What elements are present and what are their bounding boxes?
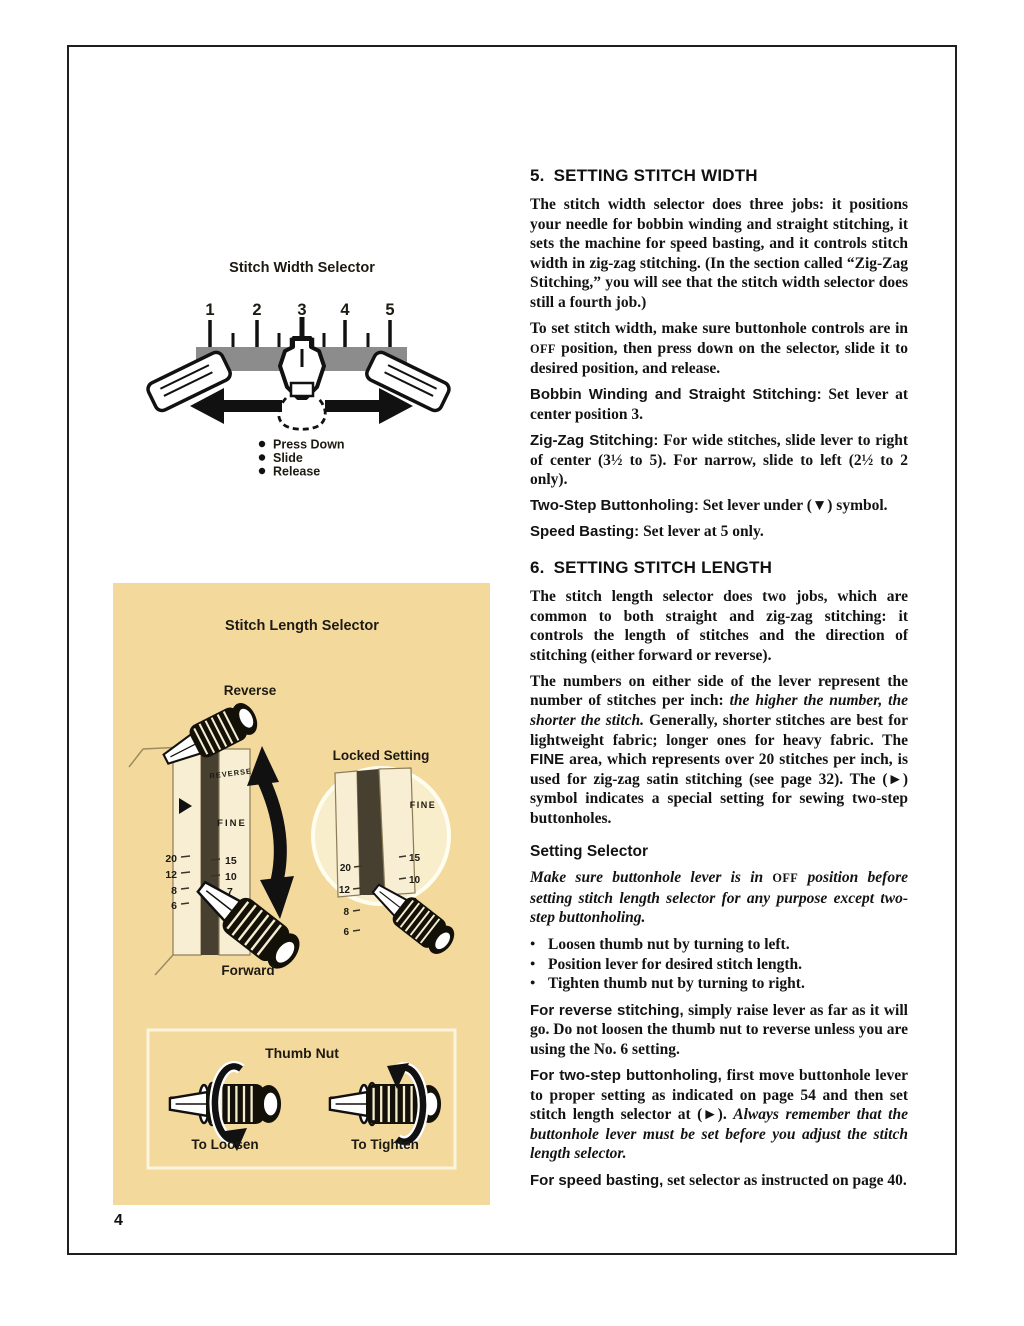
width-lever [279, 339, 326, 429]
lever-pressed-outline [279, 398, 326, 429]
section-5-title: SETTING STITCH WIDTH [553, 166, 758, 185]
body-text: set selector as instructed on page 40. [663, 1171, 907, 1189]
scale-8: 8 [171, 885, 177, 897]
inline-label: Speed Basting: [530, 523, 640, 541]
locked-scale-20: 20 [339, 863, 351, 874]
bullet-icon: ● [530, 977, 536, 988]
section-6-number: 6. [530, 558, 545, 577]
locked-scale-15: 15 [409, 853, 421, 864]
paragraph [530, 319, 908, 379]
section-5-heading [530, 165, 908, 186]
body-text: Generally, shorter stitches are best for lightweight fabric; longer ones for heavy fabric. The [530, 712, 908, 749]
scale-number-2: 2 [252, 301, 262, 319]
locked-scale-12: 12 [338, 885, 350, 896]
list-item-text: Position lever for desired stitch length. [548, 955, 803, 973]
width-diagram-title: Stitch Width Selector [229, 260, 375, 276]
inline-label: Zig-Zag Stitching: [530, 432, 659, 450]
stitch-length-diagram [113, 583, 490, 1205]
section-5-number: 5. [530, 166, 545, 185]
stitch-width-selector-diagram [140, 254, 470, 494]
body-text: To set stitch width, make sure buttonhole controls are in [530, 320, 908, 338]
to-tighten-label: To Tighten [351, 1137, 419, 1152]
note-paragraph [530, 868, 908, 928]
width-scale-numbers [205, 301, 394, 319]
paragraph [530, 431, 908, 490]
to-loosen-label: To Loosen [191, 1137, 259, 1152]
body-text: Set lever at 5 only. [639, 523, 764, 541]
scale-number-1: 1 [205, 301, 215, 319]
inline-label: Bobbin Winding and Straight Stitching: [530, 386, 822, 404]
paragraph [530, 496, 908, 516]
inline-label-fine: FINE [530, 751, 565, 769]
inline-label: For reverse stitching, [530, 1001, 684, 1019]
step-release: Release [273, 464, 321, 479]
body-text: For wide stitches, slide lever to right of center (3½ to 5). For narrow, slide to left (2½ to 2 only). [530, 432, 908, 489]
italic-text: Always remember that the buttonhole lever must be set before you adjust the stitch length selector. [530, 1106, 908, 1163]
thumb-nut-title: Thumb Nut [265, 1045, 339, 1061]
scale-20: 20 [165, 853, 177, 865]
small-caps-off: OFF [772, 871, 799, 886]
scale-10: 10 [225, 871, 237, 883]
stitch-length-panel [113, 583, 490, 1205]
paragraph [530, 385, 908, 424]
reverse-forward-arrow-icon [247, 746, 294, 919]
reverse-label: Reverse [223, 683, 277, 698]
italic-text: position before setting stitch length selector for any purpose except two-step buttonholing. [530, 869, 908, 927]
plate-fine-label: FINE [217, 818, 247, 829]
step-press-down: Press Down [273, 437, 345, 452]
body-text: Set lever under (▼) symbol. [698, 497, 888, 515]
paragraph [530, 522, 908, 542]
italic-text: Make sure buttonhole lever is in [530, 869, 773, 887]
locked-fine-label: FINE [409, 800, 437, 810]
locked-scale-6: 6 [343, 927, 349, 938]
locked-scale-10: 10 [409, 875, 421, 886]
body-text: simply raise lever as far as it will go. Do not loosen the thumb nut to reverse unless you are using the No. 6 setting. [530, 1001, 908, 1058]
scale-number-5: 5 [385, 301, 395, 319]
setting-selector-subheading: Setting Selector [530, 842, 648, 860]
inline-label: For speed basting, [530, 1171, 664, 1189]
scale-7: 7 [227, 886, 233, 898]
locked-scale-8: 8 [343, 907, 349, 918]
scale-number-4: 4 [340, 301, 350, 319]
inline-label: For two-step buttonholing, [530, 1067, 722, 1085]
paragraph [530, 195, 908, 313]
section-6-heading [530, 557, 908, 578]
step-slide: Slide [273, 451, 303, 465]
body-text: The stitch width selector does three jobs: it positions your needle for bobbin winding and straight stitching, it sets the machine for speed basting, and it controls stitch width in zig-zag stitching. (In the section called “Zig-Zag Stitching,” you will see that the stitch width selector does still a fourth job.) [530, 196, 908, 311]
body-text: The stitch length selector does two jobs, which are common to both straight and zig-zag stitching: it controls the length of stitches and the direction of stitching (either forward or reverse). [530, 588, 908, 664]
section-6-title: SETTING STITCH LENGTH [553, 558, 773, 577]
forward-label: Forward [221, 963, 275, 978]
scale-15: 15 [225, 855, 237, 867]
scale-6: 6 [171, 900, 177, 912]
text-column [530, 165, 908, 1197]
list-item [530, 974, 908, 994]
list-item [530, 935, 908, 955]
paragraph [530, 1001, 908, 1060]
bullet-icon: ● [530, 938, 536, 948]
list-item-text: Tighten thumb nut by turning to right. [548, 975, 805, 993]
thumb-nut-tighten-figure [330, 1063, 441, 1142]
paragraph [530, 672, 908, 829]
paragraph [530, 587, 908, 665]
locked-setting-inset [313, 768, 460, 959]
plate-reverse-label: REVERSE [208, 766, 253, 781]
bullet-icon: ● [530, 957, 536, 968]
width-steps-list [259, 438, 345, 479]
scale-number-3: 3 [297, 301, 307, 319]
list-item-text: Loosen thumb nut by turning to left. [548, 936, 790, 953]
inline-label: Two-Step Buttonholing: [530, 497, 699, 515]
italic-text: the higher the number, the shorter the stitch. [530, 692, 908, 730]
thumb-nut-box [148, 1030, 455, 1168]
setting-steps-list [530, 935, 908, 994]
small-caps-off: OFF [530, 341, 556, 356]
paragraph [530, 1066, 908, 1164]
paragraph [530, 1171, 908, 1191]
body-text: Set lever at center position 3. [530, 386, 908, 423]
scale-12: 12 [165, 869, 177, 881]
list-item [530, 955, 908, 975]
locked-setting-label: Locked Setting [332, 748, 430, 763]
body-text: position, then press down on the selector, slide it to desired position, and release. [530, 339, 908, 378]
body-text: The numbers on either side of the lever represent the number of stitches per inch: [530, 672, 908, 710]
page-number: 4 [114, 1212, 123, 1229]
body-text: area, which represents over 20 stitches per inch, is used for zig-zag satin stitching (see page 32). The (►) symbol indicates a special setting for sewing two-step buttonholes. [530, 751, 908, 828]
length-diagram-title: Stitch Length Selector [225, 618, 379, 634]
body-text: first move buttonhole lever to proper setting as indicated on page 54 and then set stitch length selector at (►). [530, 1067, 908, 1124]
